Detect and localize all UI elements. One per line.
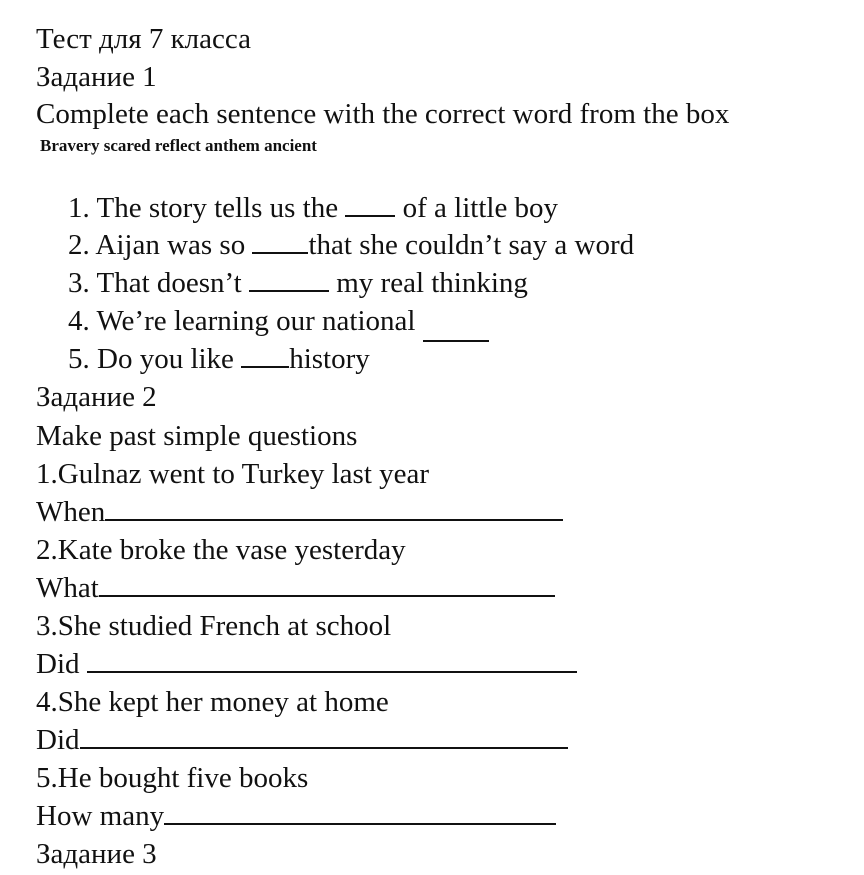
task1-item-3	[68, 266, 528, 300]
answer-blank[interactable]	[252, 228, 308, 254]
answer-line[interactable]	[87, 647, 577, 673]
answer-blank[interactable]	[249, 266, 329, 292]
item-text-after: history	[289, 343, 370, 375]
task2-answer-line-3	[36, 647, 577, 681]
item-number: 1.	[68, 192, 90, 224]
task2-instruction: Make past simple questions	[36, 420, 358, 452]
task1-heading: Задание 1	[36, 61, 157, 93]
item-number: 4.	[68, 305, 90, 337]
item-text-before: Aijan was so	[95, 229, 253, 261]
question-prompt: How many	[36, 800, 165, 832]
item-text-after: that she couldn’t say a word	[308, 229, 635, 261]
task2-answer-line-1	[36, 495, 563, 529]
item-text-before: The story tells us the	[96, 192, 346, 224]
question-prompt: What	[36, 572, 99, 604]
item-number: 3.	[68, 267, 90, 299]
task2-sentence-2: 2.Kate broke the vase yesterday	[36, 534, 406, 566]
item-text-before: We’re learning our national	[96, 305, 423, 337]
page-title: Тест для 7 класса	[36, 23, 251, 55]
task2-sentence-1: 1.Gulnaz went to Turkey last year	[36, 458, 430, 490]
question-prompt: When	[36, 496, 106, 528]
question-prompt: Did	[36, 648, 87, 680]
task1-item-4	[68, 304, 489, 338]
task1-item-2	[68, 228, 634, 262]
word-box: Bravery scared reflect anthem ancient	[40, 136, 317, 155]
task2-answer-line-2	[36, 571, 555, 605]
task2-heading: Задание 2	[36, 381, 157, 413]
item-text-before: That doesn’t	[96, 267, 249, 299]
task2-sentence-4: 4.She kept her money at home	[36, 686, 389, 718]
answer-line[interactable]	[99, 571, 555, 597]
item-text-after: of a little boy	[395, 192, 559, 224]
task2-sentence-3: 3.She studied French at school	[36, 610, 392, 642]
item-text-before: Do you like	[97, 343, 242, 375]
answer-blank[interactable]	[345, 191, 395, 217]
task2-sentence-5: 5.He bought five books	[36, 762, 309, 794]
item-number: 2.	[68, 229, 90, 261]
task2-answer-line-4	[36, 723, 568, 757]
answer-line[interactable]	[105, 495, 563, 521]
task1-item-1	[68, 191, 558, 225]
answer-line[interactable]	[164, 799, 556, 825]
task3-heading: Задание 3	[36, 838, 157, 870]
answer-line[interactable]	[80, 723, 568, 749]
answer-blank[interactable]	[241, 342, 289, 368]
question-prompt: Did	[36, 724, 80, 756]
item-number: 5.	[68, 343, 90, 375]
task2-answer-line-5	[36, 799, 556, 833]
answer-blank[interactable]	[423, 316, 489, 342]
task1-item-5	[68, 342, 370, 376]
task1-instruction: Complete each sentence with the correct word from the box	[36, 98, 730, 130]
item-text-after: my real thinking	[328, 267, 528, 299]
